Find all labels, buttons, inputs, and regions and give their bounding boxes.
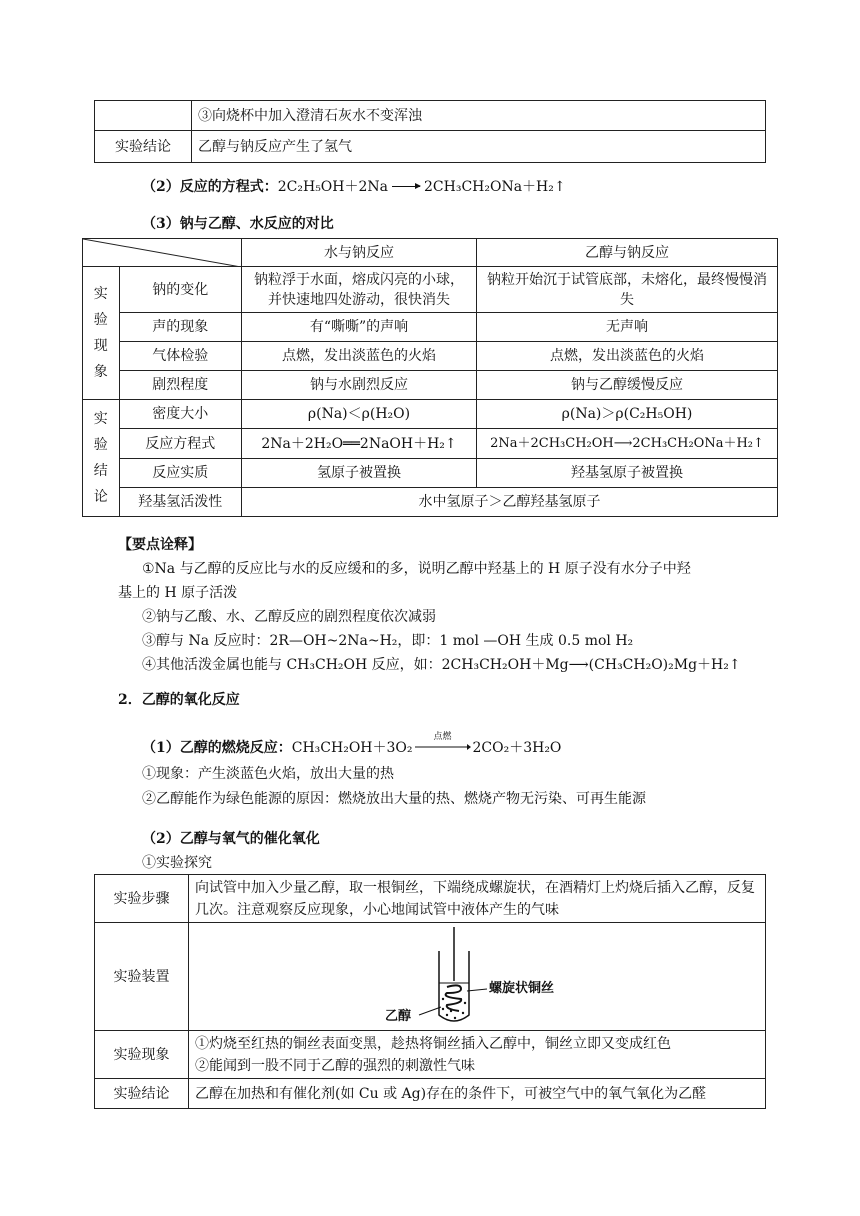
phenomena-label: 实验现象 (95, 1031, 189, 1079)
row-label-essence: 反应实质 (119, 459, 241, 488)
test-tube-diagram (189, 923, 765, 1030)
top-table-conclusion-text: 乙醇与钠反应产生了氢气 (192, 131, 766, 163)
cell-water-density: ρ(Na)＜ρ(H₂O) (242, 400, 477, 429)
apparatus-diagram (189, 923, 765, 1030)
row-label-activity: 羟基氢活泼性 (119, 488, 241, 517)
group-phenomena (83, 267, 120, 400)
row-label-sound: 声的现象 (119, 313, 241, 342)
group-conclusion (83, 400, 120, 517)
row-label-density: 密度大小 (119, 400, 241, 429)
keypoint-2: ②钠与乙酸、水、乙醇反应的剧烈程度依次减弱 (142, 609, 436, 625)
corner-diagonal (83, 239, 241, 267)
combustion-arrow-line (415, 738, 471, 758)
cell-ethanol-gas-test: 点燃，发出淡蓝色的火焰 (477, 342, 778, 371)
experiment-explore: ①实验探究 (142, 855, 212, 871)
apparatus-ethanol-label: 乙醇 (385, 1009, 412, 1024)
keypoint-1-line-b: 基上的 H 原子活泼 (118, 585, 238, 601)
col-header-ethanol: 乙醇与钠反应 (477, 239, 778, 267)
reaction-arrow (392, 186, 420, 187)
combustion-phenomenon: ①现象：产生淡蓝色火焰，放出大量的热 (142, 766, 394, 782)
keypoints-title: 【要点诠释】 (118, 537, 202, 553)
top-table-conclusion-label: 实验结论 (95, 131, 192, 163)
top-table-empty-cell (95, 101, 192, 131)
apparatus-copper-label: 螺旋状铜丝 (489, 981, 555, 996)
oxidation-heading: 2．乙醇的氧化反应 (118, 692, 240, 708)
cell-ethanol-sound: 无声响 (477, 313, 778, 342)
conclusion-label: 实验结论 (95, 1079, 189, 1109)
apparatus-cell (189, 923, 766, 1031)
combustion-right: 2CO₂＋3H₂O (472, 740, 562, 756)
row-label-sodium-change: 钠的变化 (119, 267, 241, 313)
row-label-equation: 反应方程式 (119, 429, 241, 459)
group-phenomena-label: 实验现象 (93, 286, 108, 380)
reaction-equation-left: 2C₂H₅OH＋2Na (277, 179, 388, 195)
reaction-equation-line (142, 177, 566, 197)
cell-water-sodium-change: 钠粒浮于水面，熔成闪亮的小球，并快速地四处游动，很快消失 (242, 267, 477, 313)
cell-water-intensity: 钠与水剧烈反应 (242, 371, 477, 400)
cell-water-sound: 有“嘶嘶”的声响 (242, 313, 477, 342)
keypoint-4: ④其他活泼金属也能与 CH₃CH₂OH 反应，如：2CH₃CH₂OH＋Mg⟶(CH₃CH₂O)₂Mg＋H₂↑ (142, 657, 741, 673)
keypoint-1-line-a: ①Na 与乙醇的反应比与水的反应缓和的多，说明乙醇中羟基上的 H 原子没有水分子中羟 (142, 561, 691, 577)
cell-activity-merged: 水中氢原子＞乙醇羟基氢原子 (242, 488, 778, 517)
row-label-gas-test: 气体检验 (119, 342, 241, 371)
row-label-intensity: 剧烈程度 (119, 371, 241, 400)
cell-water-gas-test: 点燃，发出淡蓝色的火焰 (242, 342, 477, 371)
col-header-water: 水与钠反应 (242, 239, 477, 267)
cell-ethanol-essence: 羟基氢原子被置换 (477, 459, 778, 488)
comparison-table (82, 238, 778, 517)
comparison-title: （3）钠与乙醇、水反应的对比 (142, 216, 334, 232)
phenomena-cell (189, 1031, 766, 1079)
green-energy-reason: ②乙醇能作为绿色能源的原因：燃烧放出大量的热、燃烧产物无污染、可再生能源 (142, 791, 646, 807)
top-table-row1-text: ③向烧杯中加入澄清石灰水不变浑浊 (192, 101, 766, 131)
catalytic-title: （2）乙醇与氧气的催化氧化 (142, 831, 320, 847)
reaction-equation-right: 2CH₃CH₂ONa＋H₂↑ (424, 179, 566, 195)
cell-ethanol-intensity: 钠与乙醇缓慢反应 (477, 371, 778, 400)
apparatus-label: 实验装置 (95, 923, 189, 1031)
experiment-table (94, 874, 766, 1109)
conclusion-text: 乙醇在加热和有催化剂(如 Cu 或 Ag)存在的条件下，可被空气中的氧气氧化为乙醛 (189, 1079, 766, 1109)
combustion-arrow (415, 732, 471, 758)
combustion-condition: 点燃 (433, 732, 452, 742)
steps-text: 向试管中加入少量乙醇，取一根铜丝，下端绕成螺旋状，在酒精灯上灼烧后插入乙醇，反复几次。注意观察反应现象，小心地闻试管中液体产生的气味 (189, 875, 766, 923)
cell-ethanol-density: ρ(Na)＞ρ(C₂H₅OH) (477, 400, 778, 429)
comparison-corner-cell (83, 239, 242, 267)
reaction-equation-title: （2）反应的方程式： (142, 179, 278, 195)
phenomena-1: ①灼烧至红热的铜丝表面变黑，趁热将铜丝插入乙醇中，铜丝立即又变成红色 (195, 1035, 671, 1052)
combustion-title: （1）乙醇的燃烧反应： (142, 740, 292, 756)
keypoint-3: ③醇与 Na 反应时：2R—OH~2Na~H₂，即：1 mol —OH 生成 0.5 mol H₂ (142, 633, 634, 649)
cell-ethanol-sodium-change: 钠粒开始沉于试管底部，未熔化，最终慢慢消失 (477, 267, 778, 313)
cell-ethanol-equation: 2Na＋2CH₃CH₂OH⟶2CH₃CH₂ONa＋H₂↑ (477, 429, 778, 459)
top-table (94, 100, 766, 163)
cell-water-equation: 2Na＋2H₂O══2NaOH＋H₂↑ (242, 429, 477, 459)
steps-label: 实验步骤 (95, 875, 189, 923)
combustion-line (142, 732, 562, 758)
group-conclusion-label: 实验结论 (93, 411, 108, 505)
combustion-left: CH₃CH₂OH＋3O₂ (291, 740, 413, 756)
phenomena-2: ②能闻到一股不同于乙醇的强烈的刺激性气味 (195, 1057, 475, 1074)
cell-water-essence: 氢原子被置换 (242, 459, 477, 488)
